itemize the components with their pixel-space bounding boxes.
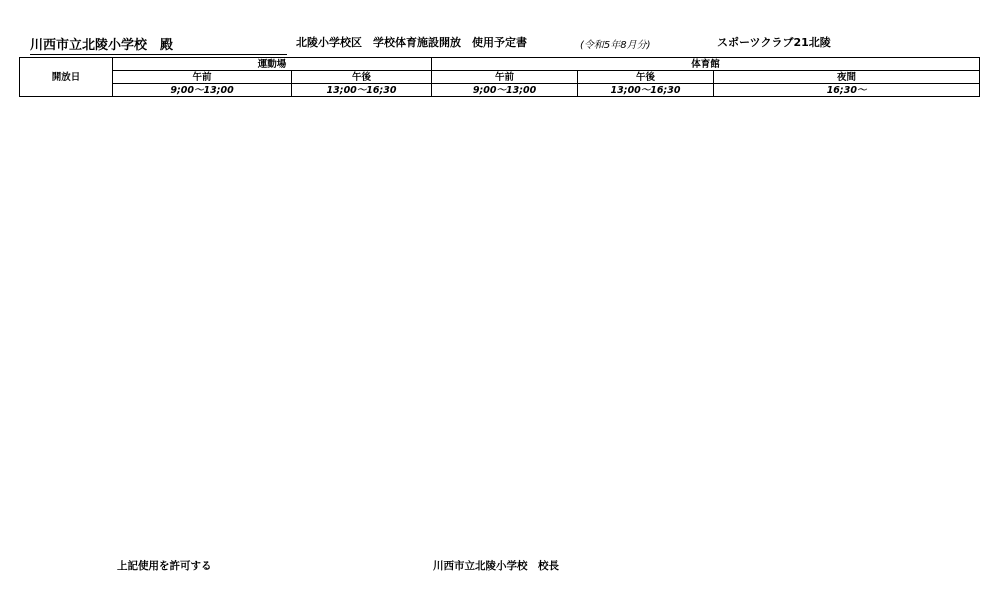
- organization-name: スポーツクラブ21北陵: [717, 36, 831, 49]
- gym-night-time: 16;30～: [714, 84, 980, 97]
- gym-pm-header: 午後: [578, 71, 714, 84]
- ground-header: 運動場: [113, 58, 432, 71]
- ground-pm-time: 13;00～16;30: [292, 84, 432, 97]
- gym-header: 体育館: [432, 58, 980, 71]
- schedule-table: [19, 57, 980, 97]
- date-header: 開放日: [20, 58, 113, 97]
- ground-pm-header: 午後: [292, 71, 432, 84]
- ground-am-time: 9;00～13;00: [113, 84, 292, 97]
- ground-am-header: 午前: [113, 71, 292, 84]
- gym-pm-time: 13;00～16;30: [578, 84, 714, 97]
- gym-am-time: 9;00～13;00: [432, 84, 578, 97]
- period-label: (令和5年8月分): [580, 40, 651, 51]
- document-title: 北陵小学校区 学校体育施設開放 使用予定書: [296, 36, 527, 49]
- permit-statement: 上記使用を許可する: [117, 560, 212, 572]
- gym-night-header: 夜間: [714, 71, 980, 84]
- addressee: 川西市立北陵小学校 殿: [30, 34, 287, 55]
- gym-am-header: 午前: [432, 71, 578, 84]
- principal-signature-line: 川西市立北陵小学校 校長: [433, 560, 559, 572]
